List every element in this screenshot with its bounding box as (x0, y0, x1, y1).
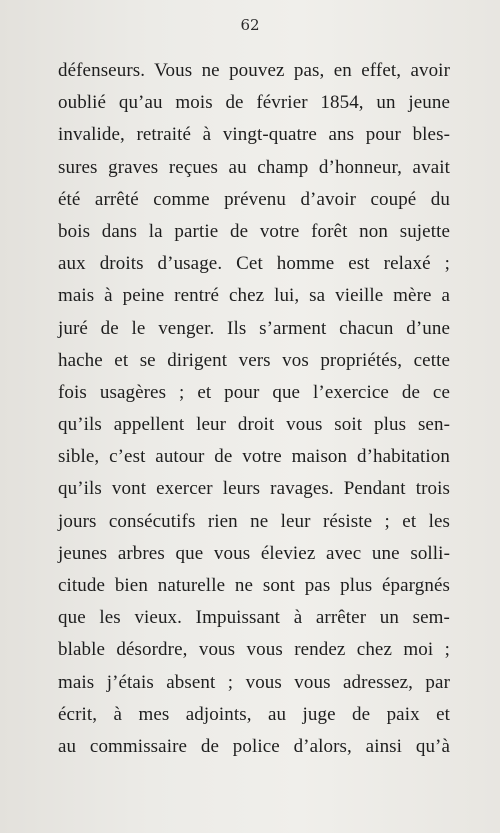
text-line: que les vieux. Impuissant à arrêter un sem- (58, 607, 450, 629)
text-line: au commissaire de police d’alors, ainsi qu’à (58, 735, 450, 757)
text-line: citude bien naturelle ne sont pas plus épargnés (58, 575, 450, 596)
text-line: fois usagères ; et pour que l’exercice de ce (58, 381, 450, 403)
text-line: mais j’étais absent ; vous vous adressez, par (58, 671, 450, 693)
body-text (58, 55, 450, 763)
text-line: été arrêté comme prévenu d’avoir coupé du (58, 188, 450, 210)
text-line: blable désordre, vous vous rendez chez moi ; (58, 639, 450, 661)
text-line: juré de le venger. Ils s’arment chacun d’une (58, 317, 450, 339)
text-line: défenseurs. Vous ne pouvez pas, en effet, avoir (58, 60, 450, 81)
text-line: qu’ils appellent leur droit vous soit plus sen- (58, 414, 450, 436)
text-line: hache et se dirigent vers vos propriétés, cette (58, 349, 450, 371)
text-line: sible, c’est autour de votre maison d’habitation (58, 446, 450, 468)
text-line: oublié qu’au mois de février 1854, un jeune (58, 92, 450, 114)
text-line: écrit, à mes adjoints, au juge de paix et (58, 703, 450, 725)
text-line: invalide, retraité à vingt-quatre ans pour bles- (58, 124, 450, 146)
text-line: mais à peine rentré chez lui, sa vieille mère a (58, 285, 450, 307)
text-line: jours consécutifs rien ne leur résiste ; et les (58, 510, 450, 532)
text-line: bois dans la partie de votre forêt non sujette (58, 220, 450, 242)
text-line: jeunes arbres que vous éleviez avec une solli- (58, 542, 450, 564)
text-line: aux droits d’usage. Cet homme est relaxé ; (58, 253, 450, 275)
text-line: qu’ils vont exercer leurs ravages. Pendant trois (58, 478, 450, 500)
page-number: 62 (240, 16, 260, 34)
text-line: sures graves reçues au champ d’honneur, avait (58, 156, 450, 178)
